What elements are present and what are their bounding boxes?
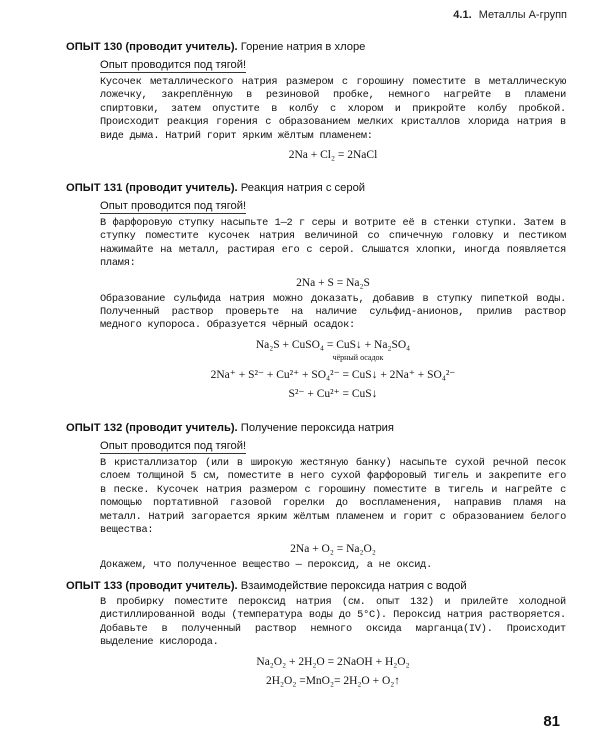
fume-hood-warning: Опыт проводится под тягой!: [100, 59, 247, 71]
experiment-130-text: [100, 76, 566, 143]
experiment-131-heading: [66, 181, 566, 195]
experiment-131-text: [100, 217, 566, 271]
equation-text: Na₂S + CuSO₄ = CuS↓ + Na₂SO₄: [255, 338, 411, 351]
paragraph: В пробирку поместите пероксид натрия (см. опыт 132) и прилейте холодной дистиллированной воды (температура воды до 5°C). Пероксид натрия растворяется. Добавьте в полученный раствор немного оксида марганца(IV). Происходит выделение кислорода.: [100, 596, 566, 649]
experiment-130-title: Горение натрия в хлоре: [240, 41, 366, 53]
experiment-132-label: ОПЫТ 132 (проводит учитель).: [66, 422, 238, 434]
experiment-131: [66, 181, 566, 404]
equation: [100, 674, 566, 688]
experiment-130-label: ОПЫТ 130 (проводит учитель).: [66, 41, 238, 53]
equation: [100, 368, 566, 382]
experiment-131-label: ОПЫТ 131 (проводит учитель).: [66, 182, 238, 194]
precipitate-note: чёрный осадок: [332, 352, 384, 362]
equation-text: 2H₂O₂ =MnO₂= 2H₂O + O₂↑: [265, 674, 401, 687]
experiment-132-text-2: [100, 559, 566, 572]
experiment-133: [66, 579, 566, 691]
section-title: Металлы А-групп: [478, 9, 567, 21]
experiment-131-text-2: [100, 293, 566, 333]
paragraph: Докажем, что полученное вещество — пероксид, а не оксид.: [100, 559, 433, 572]
experiment-133-text: [100, 596, 566, 650]
equation-text: Na₂O₂ + 2H₂O = 2NaOH + H₂O₂: [256, 655, 410, 668]
equation-text: 2Na + Cl₂ = 2NaCl: [288, 149, 378, 162]
experiment-132: [66, 421, 566, 573]
running-header: [453, 9, 567, 21]
equation: [100, 655, 566, 669]
experiment-133-heading: [66, 579, 566, 593]
equation: [100, 276, 566, 290]
equation-text: 2Na + O₂ = Na₂O₂: [290, 543, 376, 556]
fume-hood-warning: Опыт проводится под тягой!: [100, 200, 247, 212]
experiment-133-title: Взаимодействие пероксида натрия с водой: [240, 580, 467, 592]
experiment-132-text: [100, 457, 566, 537]
experiment-130: [66, 40, 566, 165]
section-number: 4.1.: [453, 9, 472, 21]
paragraph: В кристаллизатор (или в широкую жестяную банку) насыпьте сухой речной песок слоем толщиной 5 см, поместите в него сухой фарфоровый тигель и закрепите его в песке. Кусочек натрия размером с горошину поместите в тигель и нагрейте с помощью портативной газовой горелки до воспламенения, направив пламя на металл. Натрий загорается ярким жёлтым пламенем и горит с образованием белого вещества:: [100, 457, 566, 537]
equation-text: 2Na + S = Na₂S: [296, 276, 370, 289]
experiment-133-label: ОПЫТ 133 (проводит учитель).: [66, 580, 238, 592]
fume-hood-warning: Опыт проводится под тягой!: [100, 440, 247, 452]
equation: [100, 542, 566, 556]
experiment-132-title: Получение пероксида натрия: [240, 422, 394, 434]
equation-text: 2Na⁺ + S²⁻ + Cu²⁺ + SO₄²⁻ = CuS↓ + 2Na⁺ + SO₄²⁻: [210, 368, 456, 381]
page-number: 81: [543, 713, 560, 730]
equation: [100, 148, 566, 162]
paragraph: В фарфоровую ступку насыпьте 1—2 г серы и вотрите её в стенки ступки. Затем в ступку поместите кусочек натрия величиной со спичечную головку и пестиком нажимайте на металл, растирая его с серой. Слышатся хлопки, иногда появляется пламя:: [100, 217, 566, 270]
experiment-130-heading: [66, 40, 566, 54]
equation: [100, 387, 566, 401]
paragraph: Образование сульфида натрия можно доказать, добавив в ступку пипеткой воды. Полученный раствор проверьте на наличие сульфид-анионов, прилив раствор медного купороса. Образуется чёрный осадок:: [100, 292, 566, 332]
equation-text: S²⁻ + Cu²⁺ = CuS↓: [288, 387, 378, 400]
equation: [100, 338, 566, 352]
experiment-131-title: Реакция натрия с серой: [240, 182, 366, 194]
experiment-132-heading: [66, 421, 566, 435]
paragraph: Кусочек металлического натрия размером с горошину поместите в металлическую ложечку, закреплённую в резиновой пробке, немного нагрейте в пламени спиртовки, затем опустите в колбу с хлором и прикройте колбу пробкой. Происходит реакция горения с образованием мелких кристаллов хлорида натрия в виде дыма. Натрий горит ярким жёлтым пламенем:: [100, 76, 566, 142]
